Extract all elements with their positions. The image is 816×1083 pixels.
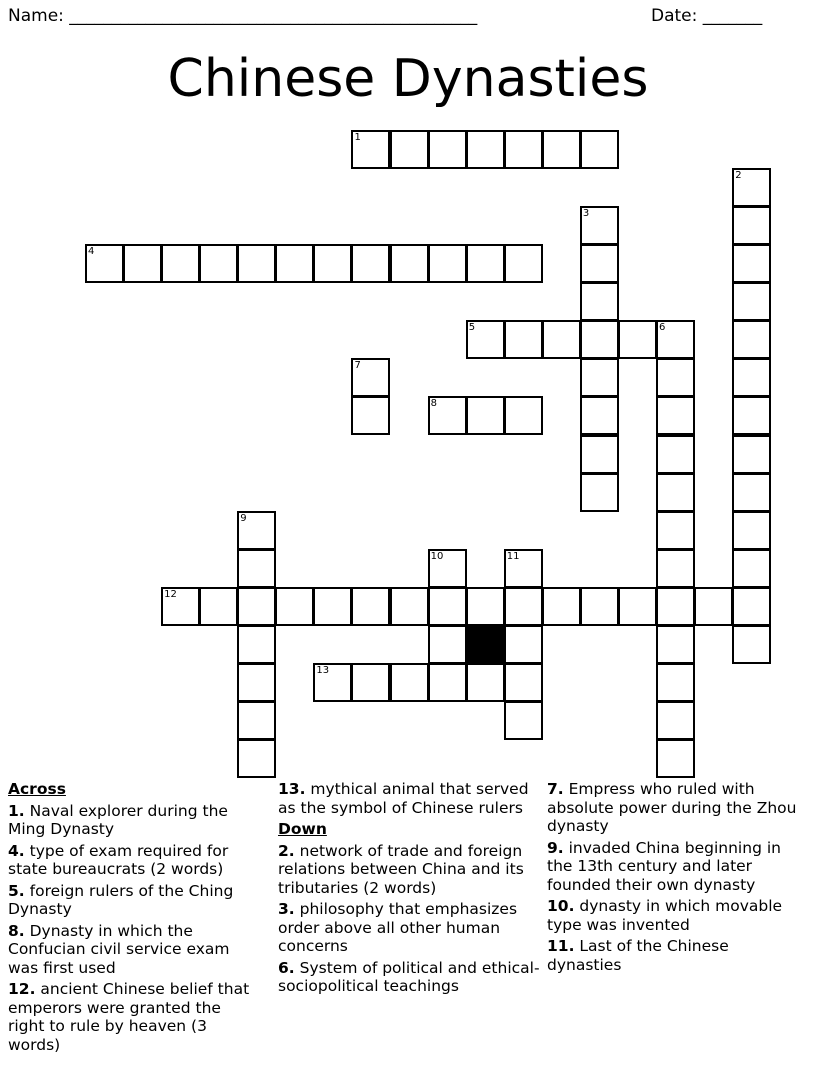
clue-text: philosophy that emphasizes order above all other human concerns bbox=[278, 900, 518, 955]
clue-number: 2. bbox=[278, 841, 295, 860]
clue-item bbox=[278, 780, 540, 817]
crossword-cell[interactable] bbox=[237, 549, 276, 588]
crossword-cell[interactable] bbox=[732, 435, 771, 474]
crossword-cell[interactable] bbox=[618, 587, 657, 626]
crossword-cell[interactable] bbox=[504, 244, 543, 283]
crossword-cell[interactable] bbox=[237, 587, 276, 626]
clue-item bbox=[278, 900, 540, 956]
crossword-cell[interactable] bbox=[732, 168, 771, 207]
clue-number: 3. bbox=[278, 900, 295, 918]
cell-number: 2 bbox=[735, 170, 742, 182]
crossword-cell[interactable] bbox=[466, 130, 505, 169]
crossword-cell[interactable] bbox=[161, 244, 200, 283]
crossword-cell[interactable] bbox=[580, 244, 619, 283]
crossword-cell[interactable] bbox=[732, 396, 771, 435]
crossword-cell[interactable] bbox=[466, 396, 505, 435]
header-line bbox=[8, 4, 808, 28]
crossword-cell[interactable] bbox=[732, 625, 771, 664]
crossword-cell[interactable] bbox=[580, 206, 619, 245]
crossword-cell[interactable] bbox=[656, 549, 695, 588]
crossword-cell[interactable] bbox=[390, 663, 429, 702]
cell-number: 1 bbox=[354, 132, 361, 143]
crossword-cell[interactable] bbox=[580, 130, 619, 169]
clue-text: Naval explorer during the Ming Dynasty bbox=[8, 801, 228, 838]
clue-text: mythical animal that served as the symbol of Chinese rulers bbox=[278, 780, 529, 817]
crossword-cell[interactable] bbox=[656, 511, 695, 550]
clues-column-2 bbox=[278, 780, 540, 999]
cell-number: 12 bbox=[164, 588, 177, 600]
crossword-cell[interactable] bbox=[618, 320, 657, 359]
crossword-cell[interactable] bbox=[656, 358, 695, 397]
crossword-cell[interactable] bbox=[428, 130, 467, 169]
crossword-cell[interactable] bbox=[85, 244, 124, 283]
crossword-cell[interactable] bbox=[580, 320, 619, 359]
clue-item bbox=[547, 780, 802, 836]
crossword-cell[interactable] bbox=[732, 473, 771, 512]
clue-number: 10. bbox=[547, 897, 575, 915]
crossword-cell[interactable] bbox=[313, 663, 352, 702]
cell-number: 3 bbox=[582, 208, 590, 220]
crossword-cell[interactable] bbox=[732, 511, 771, 550]
crossword-cell[interactable] bbox=[313, 587, 352, 626]
clue-number: 13. bbox=[278, 780, 306, 798]
crossword-cell[interactable] bbox=[504, 320, 543, 359]
clues-column-1 bbox=[8, 780, 258, 1057]
crossword-cell[interactable] bbox=[351, 663, 390, 702]
down-heading: Down bbox=[278, 820, 327, 838]
crossword-cell[interactable] bbox=[542, 320, 581, 359]
crossword-cell[interactable] bbox=[732, 549, 771, 588]
cell-number: 7 bbox=[354, 360, 361, 372]
crossword-cell[interactable] bbox=[656, 396, 695, 435]
crossword-cell[interactable] bbox=[504, 663, 543, 702]
crossword-cell[interactable] bbox=[732, 244, 771, 283]
crossword-cell[interactable] bbox=[237, 244, 276, 283]
cell-number: 5 bbox=[468, 322, 476, 334]
crossword-cell[interactable] bbox=[390, 244, 429, 283]
clue-item bbox=[547, 839, 802, 895]
cell-number: 6 bbox=[659, 322, 666, 334]
crossword-cell[interactable] bbox=[123, 244, 162, 283]
across-heading: Across bbox=[8, 780, 66, 798]
crossword-cell[interactable] bbox=[542, 130, 581, 169]
crossword-cell[interactable] bbox=[428, 587, 467, 626]
crossword-cell[interactable] bbox=[428, 396, 467, 435]
crossword-cell[interactable] bbox=[466, 663, 505, 702]
crossword-cell[interactable] bbox=[275, 587, 314, 626]
crossword-cell[interactable] bbox=[237, 663, 276, 702]
crossword-cell[interactable] bbox=[466, 587, 505, 626]
black-cell bbox=[466, 625, 505, 664]
crossword-cell[interactable] bbox=[656, 587, 695, 626]
crossword-cell[interactable] bbox=[504, 396, 543, 435]
clue-item bbox=[547, 897, 802, 934]
crossword-cell[interactable] bbox=[237, 701, 276, 740]
crossword-cell[interactable] bbox=[161, 587, 200, 626]
crossword-cell[interactable] bbox=[237, 739, 276, 778]
crossword-cell[interactable] bbox=[313, 244, 352, 283]
clue-text: foreign rulers of the Ching Dynasty bbox=[8, 881, 234, 918]
crossword-cell[interactable] bbox=[504, 701, 543, 740]
clue-item bbox=[278, 842, 540, 898]
crossword-cell[interactable] bbox=[580, 396, 619, 435]
crossword-cell[interactable] bbox=[504, 625, 543, 664]
clue-text: network of trade and foreign relations between China and its tributaries (2 words) bbox=[278, 841, 524, 897]
clue-number: 6. bbox=[278, 958, 295, 977]
across-clue-list-continued bbox=[278, 780, 540, 817]
crossword-cell[interactable] bbox=[656, 320, 695, 359]
clue-item bbox=[547, 937, 802, 974]
clue-item bbox=[8, 922, 258, 978]
crossword-cell[interactable] bbox=[466, 244, 505, 283]
clue-text: Empress who ruled with absolute power during the Zhou dynasty bbox=[547, 780, 797, 835]
clue-item bbox=[8, 842, 258, 879]
crossword-cell[interactable] bbox=[351, 587, 390, 626]
crossword-cell[interactable] bbox=[390, 587, 429, 626]
cell-number: 10 bbox=[430, 550, 444, 562]
clue-number: 8. bbox=[8, 921, 25, 940]
crossword-cell[interactable] bbox=[466, 320, 505, 359]
crossword-cell[interactable] bbox=[656, 701, 695, 740]
down-clue-list-continued bbox=[547, 780, 802, 974]
crossword-cell[interactable] bbox=[732, 282, 771, 321]
clue-item bbox=[8, 882, 258, 919]
clue-text: dynasty in which movable type was invented bbox=[547, 897, 783, 934]
cell-number: 11 bbox=[506, 550, 520, 562]
crossword-cell[interactable] bbox=[504, 549, 543, 588]
clue-item bbox=[8, 802, 258, 839]
clue-number: 1. bbox=[8, 801, 25, 820]
crossword-cell[interactable] bbox=[580, 282, 619, 321]
crossword-cell[interactable] bbox=[428, 549, 467, 588]
clue-item bbox=[278, 959, 540, 996]
clue-text: Last of the Chinese dynasties bbox=[547, 937, 729, 974]
down-clue-list bbox=[278, 842, 540, 996]
crossword-cell[interactable] bbox=[542, 587, 581, 626]
crossword-cell[interactable] bbox=[237, 511, 276, 550]
cell-number: 9 bbox=[240, 512, 247, 524]
crossword-cell[interactable] bbox=[504, 130, 543, 169]
crossword-cell[interactable] bbox=[351, 244, 390, 283]
date-field-label[interactable]: Date: _______ bbox=[651, 6, 763, 26]
crossword-cell[interactable] bbox=[504, 587, 543, 626]
clue-text: ancient Chinese belief that emperors were granted the right to rule by heaven (3 words) bbox=[8, 980, 250, 1054]
clue-number: 5. bbox=[8, 881, 25, 900]
crossword-cell[interactable] bbox=[428, 244, 467, 283]
crossword-cell[interactable] bbox=[275, 244, 314, 283]
crossword-cell[interactable] bbox=[732, 206, 771, 245]
crossword-cell[interactable] bbox=[390, 130, 429, 169]
crossword-cell[interactable] bbox=[656, 739, 695, 778]
clue-text: type of exam required for state bureaucrats (2 words) bbox=[8, 841, 229, 878]
crossword-cell[interactable] bbox=[732, 587, 771, 626]
crossword-cell[interactable] bbox=[580, 358, 619, 397]
clues-column-3 bbox=[547, 780, 802, 977]
crossword-cell[interactable] bbox=[199, 244, 238, 283]
clue-number: 9. bbox=[547, 838, 564, 857]
clue-text: invaded China beginning in the 13th century and later founded their own dynasty bbox=[547, 838, 781, 894]
crossword-cell[interactable] bbox=[732, 358, 771, 397]
crossword-cell[interactable] bbox=[694, 587, 733, 626]
clue-item bbox=[8, 980, 258, 1054]
crossword-cell[interactable] bbox=[351, 358, 390, 397]
crossword-cell[interactable] bbox=[656, 663, 695, 702]
clue-text: Dynasty in which the Confucian civil service exam was first used bbox=[8, 921, 230, 977]
crossword-cell[interactable] bbox=[428, 625, 467, 664]
crossword-cell[interactable] bbox=[351, 130, 390, 169]
crossword-cell[interactable] bbox=[351, 396, 390, 435]
crossword-cell[interactable] bbox=[656, 473, 695, 512]
cell-number: 8 bbox=[430, 398, 437, 410]
across-clue-list bbox=[8, 802, 258, 1055]
clue-text: System of political and ethical-sociopolitical teachings bbox=[278, 958, 540, 995]
clue-number: 7. bbox=[547, 780, 564, 798]
crossword-cell[interactable] bbox=[199, 587, 238, 626]
crossword-cell[interactable] bbox=[656, 435, 695, 474]
page-title: Chinese Dynasties bbox=[167, 49, 649, 109]
crossword-cell[interactable] bbox=[656, 625, 695, 664]
cell-number: 13 bbox=[316, 664, 330, 676]
crossword-cell[interactable] bbox=[237, 625, 276, 664]
clue-number: 12. bbox=[8, 980, 36, 998]
cell-number: 4 bbox=[88, 246, 95, 258]
crossword-cell[interactable] bbox=[428, 663, 467, 702]
crossword-cell[interactable] bbox=[732, 320, 771, 359]
name-field-label[interactable]: Name: ________________________________________________ bbox=[8, 6, 478, 26]
crossword-cell[interactable] bbox=[580, 435, 619, 474]
crossword-cell[interactable] bbox=[580, 587, 619, 626]
clue-number: 11. bbox=[547, 937, 575, 955]
clue-number: 4. bbox=[8, 841, 25, 860]
crossword-cell[interactable] bbox=[580, 473, 619, 512]
